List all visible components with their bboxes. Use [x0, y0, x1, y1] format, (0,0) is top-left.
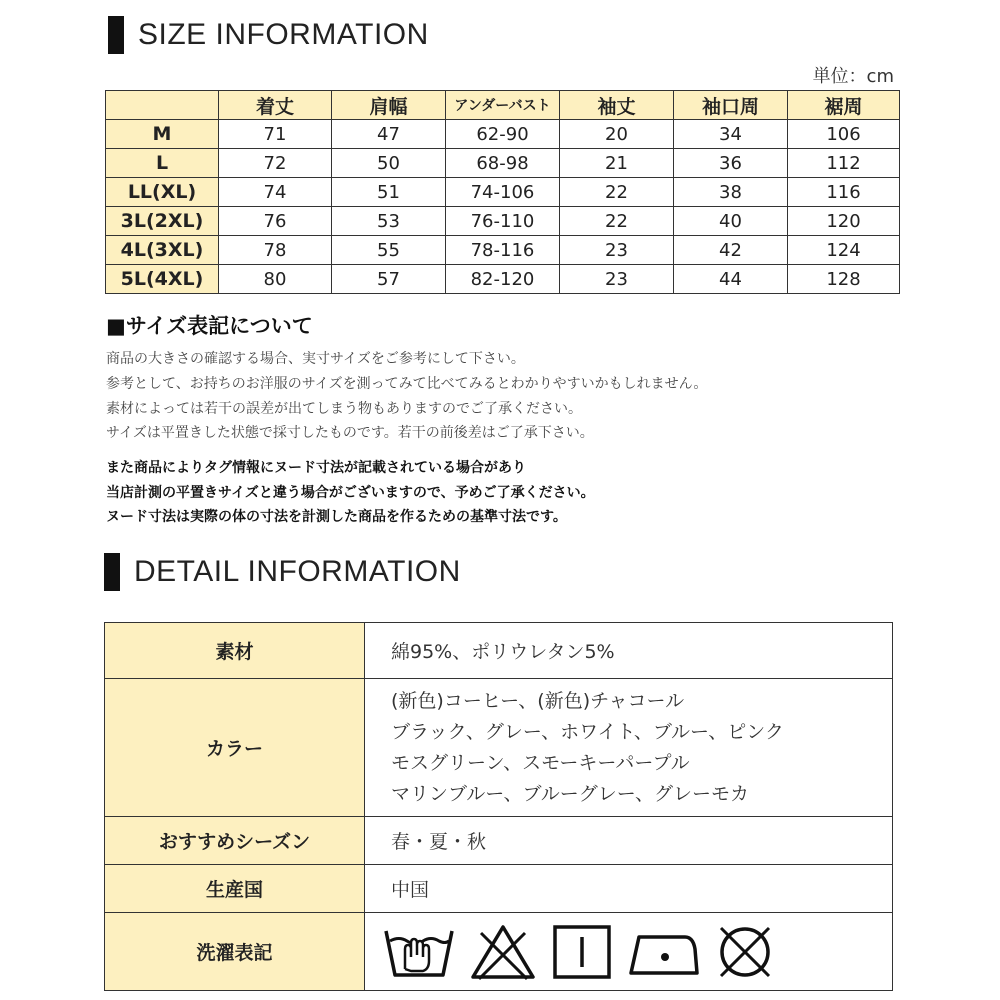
table-cell: 22	[560, 207, 674, 236]
size-label: 4L(3XL)	[106, 236, 219, 265]
table-cell: 116	[788, 178, 900, 207]
table-cell: 120	[788, 207, 900, 236]
column-header-sleeve: 袖丈	[560, 91, 674, 120]
table-cell: 62-90	[446, 120, 560, 149]
color-label: カラー	[105, 679, 365, 817]
table-cell: 40	[674, 207, 788, 236]
table-cell: 44	[674, 265, 788, 294]
table-cell: 76-110	[446, 207, 560, 236]
table-row	[106, 207, 900, 236]
detail-table	[104, 622, 893, 991]
table-row	[106, 120, 900, 149]
table-row	[106, 265, 900, 294]
column-header-cuff: 袖口周	[674, 91, 788, 120]
table-cell: 74	[219, 178, 332, 207]
table-cell: 34	[674, 120, 788, 149]
color-line: (新色)コーヒー、(新色)チャコール	[391, 689, 685, 712]
table-cell: 74-106	[446, 178, 560, 207]
table-cell: 50	[332, 149, 446, 178]
table-cell: 38	[674, 178, 788, 207]
column-header-underbust: アンダーバスト	[446, 91, 560, 120]
table-cell: 53	[332, 207, 446, 236]
unit-label: 単位：cm	[812, 66, 894, 87]
size-notes-title: ■サイズ表記について	[106, 314, 313, 338]
table-cell: 20	[560, 120, 674, 149]
table-cell: 78-116	[446, 236, 560, 265]
size-label: LL(XL)	[106, 178, 219, 207]
note-line: 参考として、お持ちのお洋服のサイズを測ってみて比べてみるとわかりやすいかもしれません。	[106, 376, 708, 392]
size-information-title: SIZE INFORMATION	[138, 18, 429, 51]
size-information-heading	[108, 16, 429, 54]
season-value: 春・夏・秋	[365, 817, 893, 865]
origin-label: 生産国	[105, 865, 365, 913]
table-cell: 21	[560, 149, 674, 178]
table-cell: 23	[560, 236, 674, 265]
care-row	[105, 913, 893, 991]
table-cell: 112	[788, 149, 900, 178]
care-icons	[383, 923, 892, 981]
table-cell: 42	[674, 236, 788, 265]
size-table-header-row	[106, 91, 900, 120]
table-cell: 106	[788, 120, 900, 149]
color-row	[105, 679, 893, 817]
care-label: 洗濯表記	[105, 913, 365, 991]
table-cell: 47	[332, 120, 446, 149]
note-line: 商品の大きさの確認する場合、実寸サイズをご参考にして下さい。	[106, 351, 525, 367]
table-cell: 51	[332, 178, 446, 207]
color-line: ブラック、グレー、ホワイト、ブルー、ピンク	[391, 720, 784, 743]
size-label: 3L(2XL)	[106, 207, 219, 236]
size-label: L	[106, 149, 219, 178]
table-cell: 71	[219, 120, 332, 149]
table-cell: 80	[219, 265, 332, 294]
size-table-corner	[106, 91, 219, 120]
table-cell: 82-120	[446, 265, 560, 294]
no-dry-clean-icon	[713, 923, 777, 981]
table-cell: 57	[332, 265, 446, 294]
nude-size-note: ヌード寸法は実際の体の寸法を計測した商品を作るための基準寸法です。	[106, 509, 567, 525]
note-line: 素材によっては若干の誤差が出てしまう物もありますのでご了承ください。	[106, 401, 582, 417]
season-row	[105, 817, 893, 865]
color-values	[365, 679, 893, 817]
table-cell: 76	[219, 207, 332, 236]
nude-size-note: 当店計測の平置きサイズと違う場合がございますので、予めご了承ください。	[106, 485, 595, 501]
material-value: 綿95%、ポリウレタン5%	[365, 623, 893, 679]
table-cell: 128	[788, 265, 900, 294]
table-row	[106, 149, 900, 178]
material-label: 素材	[105, 623, 365, 679]
table-row	[106, 178, 900, 207]
column-header-length: 着丈	[219, 91, 332, 120]
low-iron-icon	[627, 923, 699, 981]
origin-row	[105, 865, 893, 913]
material-row	[105, 623, 893, 679]
detail-information-heading	[104, 553, 461, 591]
color-line: マリンブルー、ブルーグレー、グレーモカ	[391, 782, 749, 805]
nude-size-note: また商品によりタグ情報にヌード寸法が記載されている場合があり	[106, 460, 526, 476]
care-symbols	[365, 913, 893, 991]
origin-value: 中国	[365, 865, 893, 913]
size-label: 5L(4XL)	[106, 265, 219, 294]
size-table	[105, 90, 900, 294]
hand-wash-icon	[383, 923, 455, 981]
note-line: サイズは平置きした状態で採寸したものです。若干の前後差はご了承下さい。	[106, 425, 594, 441]
detail-information-title: DETAIL INFORMATION	[134, 555, 461, 588]
heading-bar	[104, 553, 120, 591]
line-dry-icon	[551, 923, 613, 981]
no-bleach-icon	[469, 923, 537, 981]
table-cell: 22	[560, 178, 674, 207]
color-line: モスグリーン、スモーキーパープル	[391, 751, 690, 774]
table-cell: 124	[788, 236, 900, 265]
season-label: おすすめシーズン	[105, 817, 365, 865]
heading-bar	[108, 16, 124, 54]
table-cell: 23	[560, 265, 674, 294]
table-cell: 55	[332, 236, 446, 265]
size-label: M	[106, 120, 219, 149]
table-cell: 72	[219, 149, 332, 178]
table-cell: 68-98	[446, 149, 560, 178]
table-cell: 36	[674, 149, 788, 178]
column-header-hem: 裾周	[788, 91, 900, 120]
table-row	[106, 236, 900, 265]
column-header-shoulder: 肩幅	[332, 91, 446, 120]
table-cell: 78	[219, 236, 332, 265]
